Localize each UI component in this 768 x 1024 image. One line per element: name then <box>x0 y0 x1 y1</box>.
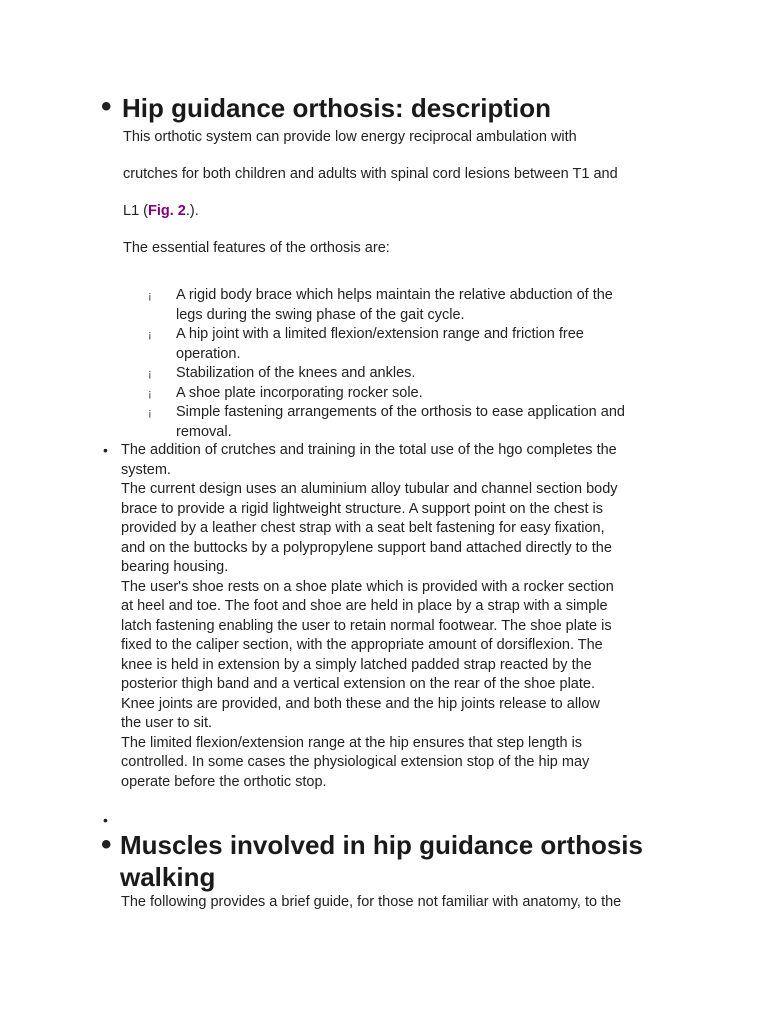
body-line: bearing housing. <box>121 559 229 575</box>
feature-marker: ¡ <box>148 290 152 302</box>
feature-item-line: Simple fastening arrangements of the orthosis to ease application and <box>176 404 625 420</box>
feature-item-line: A shoe plate incorporating rocker sole. <box>176 384 423 401</box>
body-line: system. <box>121 461 171 478</box>
feature-marker: ¡ <box>148 329 152 341</box>
intro-line-3 <box>123 202 199 222</box>
body-line: The limited flexion/extension range at the hip ensures that step length is <box>121 734 583 751</box>
feature-marker: ¡ <box>148 407 152 419</box>
feature-item-line: legs during the swing phase of the gait cycle. <box>176 306 465 323</box>
body-line: The user's shoe rests on a shoe plate which is provided with a rocker section <box>121 578 614 595</box>
body-line: operate before the orthotic stop. <box>121 773 327 790</box>
feature-item-line: A hip joint with a limited flexion/extension range and friction free <box>176 326 584 342</box>
intro-line-2: crutches for both children and adults with spinal cord lesions between T1 and <box>123 166 618 182</box>
feature-marker: ¡ <box>148 368 152 380</box>
body-line: The addition of crutches and training in the total use of the hgo completes the <box>121 442 617 458</box>
body-line: Knee joints are provided, and both these and the hip joints release to allow <box>121 695 600 712</box>
intro-line-3-post: .). <box>185 203 199 219</box>
feature-item-line: A rigid body brace which helps maintain the relative abduction of the <box>176 287 613 303</box>
fig-2-link[interactable]: Fig. 2 <box>148 203 186 219</box>
feature-item-line: Stabilization of the knees and ankles. <box>176 365 416 381</box>
body-line: and on the buttocks by a polypropylene support band attached directly to the <box>121 539 612 556</box>
section-heading: Hip guidance orthosis: description <box>122 93 552 123</box>
heading-bullet: • <box>101 90 112 123</box>
section-heading-2-line-2: walking <box>120 862 216 892</box>
empty-bullet: • <box>103 812 108 828</box>
intro-line-1: This orthotic system can provide low energy reciprocal ambulation with <box>123 129 577 145</box>
body-line: controlled. In some cases the physiological extension stop of the hip may <box>121 754 590 770</box>
body-line: fixed to the caliper section, with the appropriate amount of dorsiflexion. The <box>121 637 603 653</box>
body-line: posterior thigh band and a vertical extension on the rear of the shoe plate. <box>121 676 595 692</box>
feature-item-line: operation. <box>176 345 241 362</box>
body-line: knee is held in extension by a simply latched padded strap reacted by the <box>121 656 592 673</box>
body-line: latch fastening enabling the user to retain normal footwear. The shoe plate is <box>121 617 612 634</box>
body-line: provided by a leather chest strap with a seat belt fastening for easy fixation, <box>121 520 605 536</box>
body-line: at heel and toe. The foot and shoe are held in place by a strap with a simple <box>121 598 608 614</box>
body-bullet: • <box>103 442 108 458</box>
body-line: the user to sit. <box>121 715 213 731</box>
section-heading-2-line-1: Muscles involved in hip guidance orthosis <box>120 830 643 860</box>
body-line: brace to provide a rigid lightweight structure. A support point on the chest is <box>121 500 603 517</box>
heading-bullet-2: • <box>101 828 112 861</box>
intro-line-3-pre: L1 ( <box>123 203 148 219</box>
section-2-intro: The following provides a brief guide, for those not familiar with anatomy, to the <box>121 894 622 910</box>
feature-item-line: removal. <box>176 423 232 440</box>
feature-marker: ¡ <box>148 387 152 400</box>
body-line: The current design uses an aluminium alloy tubular and channel section body <box>121 481 618 497</box>
features-intro: The essential features of the orthosis are: <box>123 240 390 256</box>
